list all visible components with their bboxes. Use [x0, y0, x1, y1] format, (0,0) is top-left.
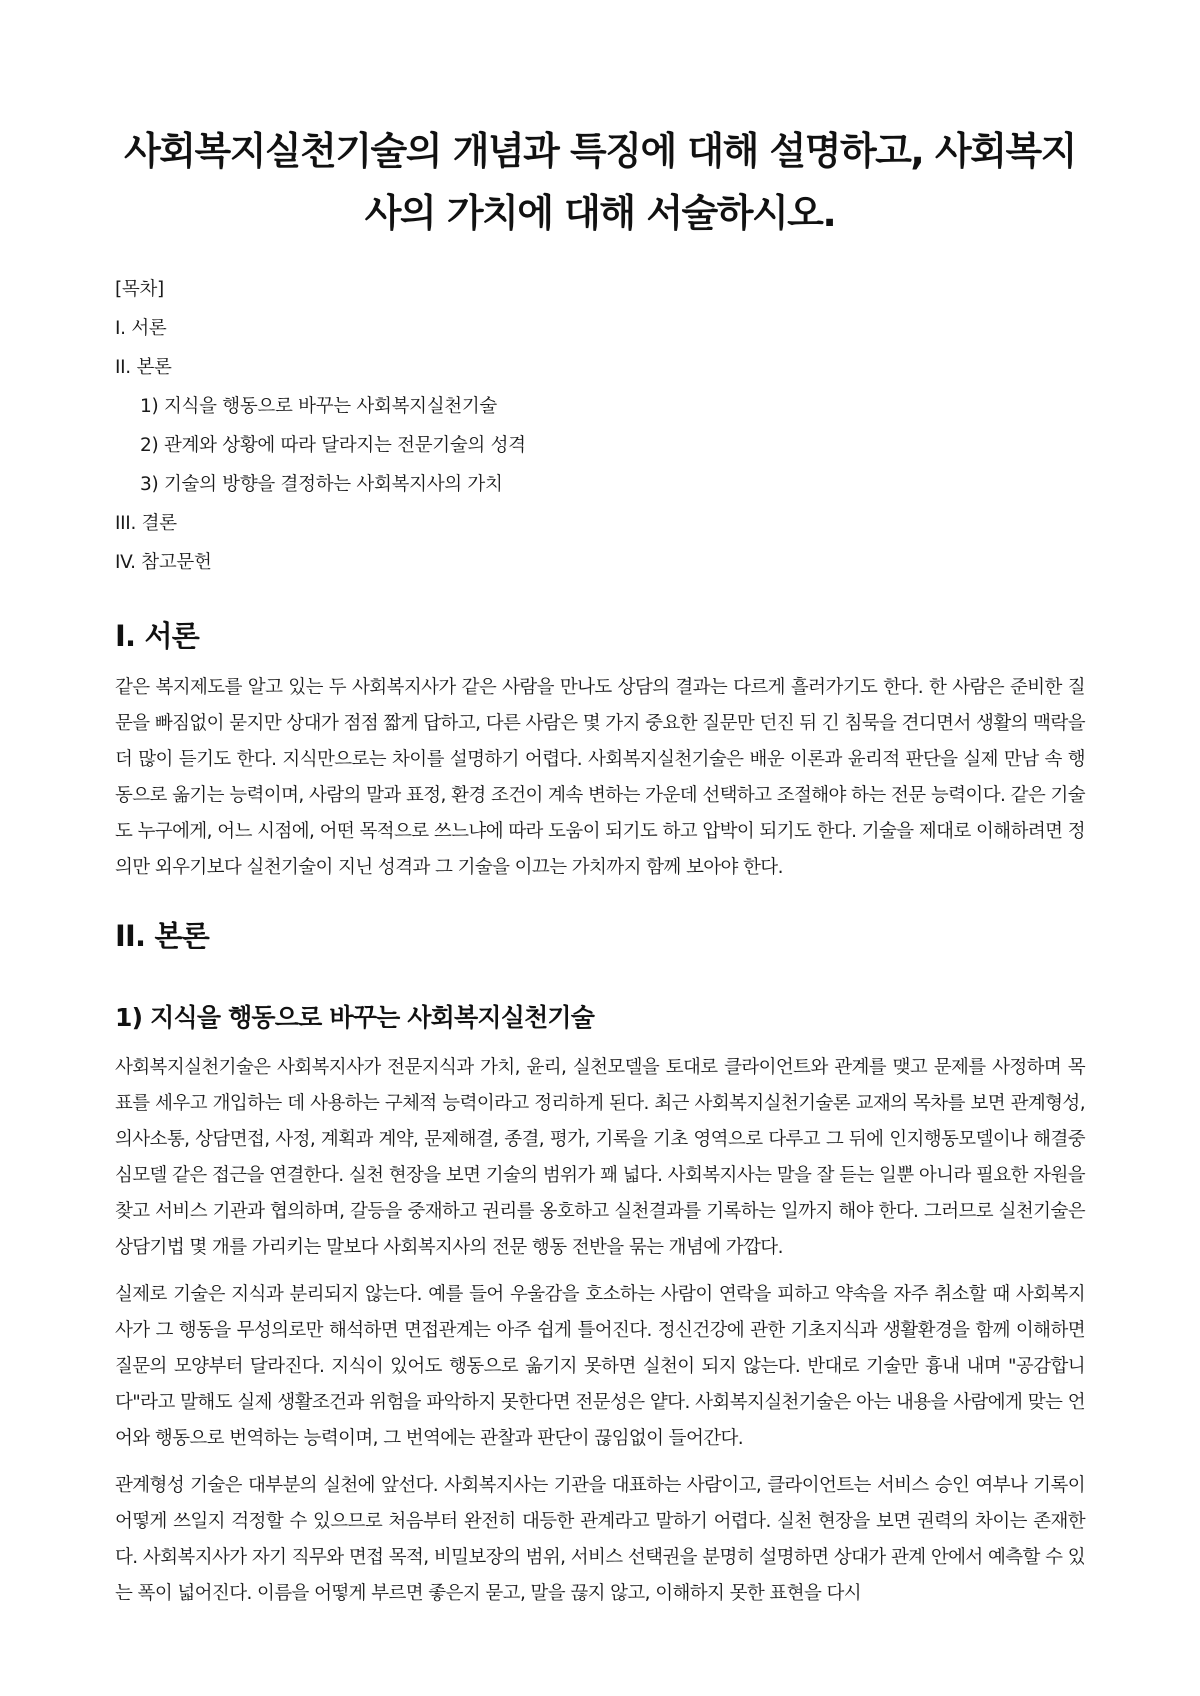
toc-item-body: II. 본론: [115, 357, 172, 378]
document-page: [115, 0, 1085, 1623]
toc-item-body-1: 1) 지식을 행동으로 바꾸는 사회복지실천기술: [140, 396, 497, 417]
toc-item-body-3: 3) 기술의 방향을 결정하는 사회복지사의 가치: [140, 474, 503, 495]
body-paragraph-2: 실제로 기술은 지식과 분리되지 않는다. 예를 들어 우울감을 호소하는 사람이 연락을 피하고 약속을 자주 취소할 때 사회복지사가 그 행동을 무성의로만 해석하면 면접관계는 아주 쉽게 틀어진다. 정신건강에 관한 기초지식과 생활환경을 함께 이해하면 질문의 모양부터 달라진다. 지식이 있어도 행동으로 옮기지 못하면 실천이 되지 않는다. 반대로 기술만 흉내 내며 "공감합니다"라고 말해도 실제 생활조건과 위험을 파악하지 못한다면 전문성은 얕다. 사회복지실천기술은 아는 내용을 사람에게 맞는 언어와 행동으로 번역하는 능력이며, 그 번역에는 관찰과 판단이 끊임없이 들어간다.: [115, 1284, 1085, 1449]
document-title: 사회복지실천기술의 개념과 특징에 대해 설명하고, 사회복지사의 가치에 대해 서술하시오.: [124, 129, 1076, 235]
toc-heading: [목차]: [115, 279, 164, 300]
intro-paragraph: 같은 복지제도를 알고 있는 두 사회복지사가 같은 사람을 만나도 상담의 결과는 다르게 흘러가기도 한다. 한 사람은 준비한 질문을 빠짐없이 묻지만 상대가 점점 짧게 답하고, 다른 사람은 몇 가지 중요한 질문만 던진 뒤 긴 침묵을 견디면서 생활의 맥락을 더 많이 듣기도 한다. 지식만으로는 차이를 설명하기 어렵다. 사회복지실천기술은 배운 이론과 윤리적 판단을 실제 만남 속 행동으로 옮기는 능력이며, 사람의 말과 표정, 환경 조건이 계속 변하는 가운데 선택하고 조절해야 하는 전문 능력이다. 같은 기술도 누구에게, 어느 시점에, 어떤 목적으로 쓰느냐에 따라 도움이 되기도 하고 압박이 되기도 한다. 기술을 제대로 이해하려면 정의만 외우기보다 실천기술이 지닌 성격과 그 기술을 이끄는 가치까지 함께 보아야 한다.: [115, 677, 1085, 878]
body-paragraph-1: 사회복지실천기술은 사회복지사가 전문지식과 가치, 윤리, 실천모델을 토대로 클라이언트와 관계를 맺고 문제를 사정하며 목표를 세우고 개입하는 데 사용하는 구체적 능력이라고 정리하게 된다. 최근 사회복지실천기술론 교재의 목차를 보면 관계형성, 의사소통, 상담면접, 사정, 계획과 계약, 문제해결, 종결, 평가, 기록을 기초 영역으로 다루고 그 뒤에 인지행동모델이나 해결중심모델 같은 접근을 연결한다. 실천 현장을 보면 기술의 범위가 꽤 넓다. 사회복지사는 말을 잘 듣는 일뿐 아니라 필요한 자원을 찾고 서비스 기관과 협의하며, 갈등을 중재하고 권리를 옹호하고 실천결과를 기록하는 일까지 해야 한다. 그러므로 실천기술은 상담기법 몇 개를 가리키는 말보다 사회복지사의 전문 행동 전반을 묶는 개념에 가깝다.: [115, 1057, 1085, 1258]
toc-item-references: IV. 참고문헌: [115, 552, 212, 573]
toc-item-intro: I. 서론: [115, 318, 167, 339]
section-heading-intro: I. 서론: [115, 619, 199, 653]
section-heading-body: II. 본론: [115, 919, 209, 953]
toc-item-body-2: 2) 관계와 상황에 따라 달라지는 전문기술의 성격: [140, 435, 526, 456]
subsection-heading-1: 1) 지식을 행동으로 바꾸는 사회복지실천기술: [115, 1003, 595, 1032]
body-paragraph-3: 관계형성 기술은 대부분의 실천에 앞선다. 사회복지사는 기관을 대표하는 사람이고, 클라이언트는 서비스 승인 여부나 기록이 어떻게 쓰일지 걱정할 수 있으므로 처음부터 완전히 대등한 관계라고 말하기 어렵다. 실천 현장을 보면 권력의 차이는 존재한다. 사회복지사가 자기 직무와 면접 목적, 비밀보장의 범위, 서비스 선택권을 분명히 설명하면 상대가 관계 안에서 예측할 수 있는 폭이 넓어진다. 이름을 어떻게 부르면 좋은지 묻고, 말을 끊지 않고, 이해하지 못한 표현을 다시: [115, 1475, 1085, 1604]
toc-item-conclusion: III. 결론: [115, 513, 177, 534]
table-of-contents: [115, 270, 1085, 582]
